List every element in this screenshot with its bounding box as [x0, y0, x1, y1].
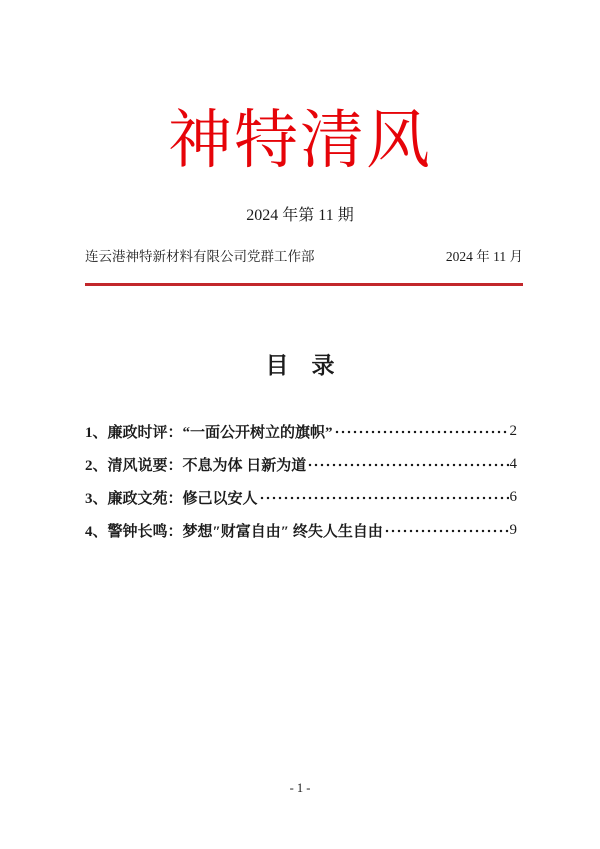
publication-date: 2024 年 11 月: [445, 249, 523, 264]
toc-entry-label: 4、警钟长鸣：梦想″财富自由″ 终失人生自由: [85, 524, 383, 540]
issue-number: 2024 年第 11 期: [246, 207, 354, 224]
toc-entry-page-number: 9: [509, 522, 517, 538]
dot-leader: [307, 448, 508, 481]
toc-entry: [85, 481, 517, 514]
masthead-row: [85, 249, 523, 265]
toc-entry-page-number: 2: [509, 423, 517, 439]
toc-entry: [85, 514, 517, 547]
dot-leader: [259, 481, 509, 514]
toc-entry-label: 1、廉政时评：“一面公开树立的旗帜”: [85, 425, 333, 441]
dot-leader: [334, 415, 509, 448]
toc-entry: [85, 415, 517, 448]
toc-list: [85, 415, 517, 547]
toc-entry-page-number: 4: [509, 456, 517, 472]
toc-entry-label: 2、清风说要：不息为体 日新为道: [85, 458, 307, 474]
toc-entry-label: 3、廉政文苑：修己以安人: [85, 491, 258, 507]
newsletter-title: 神特清风: [168, 105, 432, 176]
toc-entry-page-number: 6: [509, 489, 517, 505]
toc-entry: [85, 448, 517, 481]
dot-leader: [384, 514, 509, 547]
masthead-divider-rule: [85, 283, 523, 286]
publisher-name: 连云港神特新材料有限公司党群工作部: [85, 249, 315, 264]
toc-heading: 目 录: [265, 353, 335, 378]
page-number-footer: - 1 -: [289, 781, 311, 795]
